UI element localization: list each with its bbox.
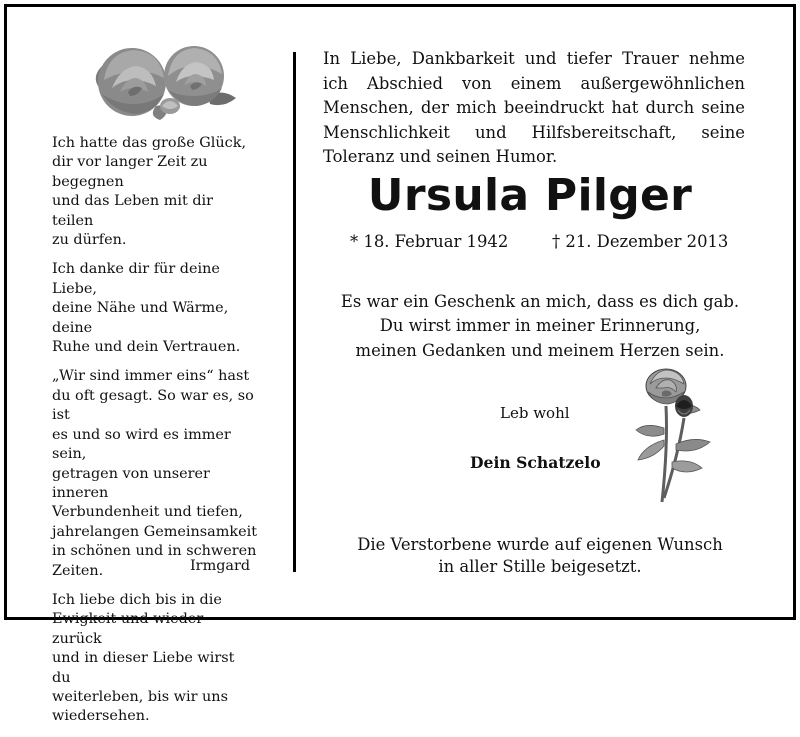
- left-poem: [52, 134, 257, 737]
- memorial-verse: Es war ein Geschenk an mich, dass es dich gab. Du wirst immer in meiner Erinnerung, meinen Gedanken und meinem Herzen sein.: [340, 292, 740, 360]
- poem-signature: Irmgard: [190, 558, 251, 574]
- farewell-text: Leb wohl: [500, 404, 570, 422]
- sender-name: Dein Schatzelo: [470, 453, 601, 472]
- death-date: † 21. Dezember 2013: [552, 232, 729, 251]
- poem-paragraph: „Wir sind immer eins“ hast du oft gesagt. So war es, so ist es und so wird es immer sein, getragen von unserer inneren Verbundenheit und tiefen, jahrelangen Gemeinsamkeit in schönen und in schweren Zeiten.: [52, 368, 258, 579]
- column-divider: [293, 52, 296, 572]
- closing-note: Die Verstorbene wurde auf eigenen Wunsch in aller Stille beigesetzt.: [357, 535, 723, 577]
- poem-paragraph: Ich hatte das große Glück, dir vor langer Zeit zu begegnen und das Leben mit dir teilen zu dürfen.: [52, 135, 247, 249]
- roses-icon: [90, 36, 240, 120]
- intro-text: In Liebe, Dankbarkeit und tiefer Trauer nehme ich Abschied von einem außergewöhnlichen Menschen, der mich beeindruckt hat durch seine Menschlichkeit und Hilfsbereitschaft, seine Toleranz und seinen Humor.: [323, 49, 745, 167]
- poem-paragraph: Ich liebe dich bis in die Ewigkeit und wieder zurück und in dieser Liebe wirst du weiterleben, bis wir uns wiedersehen.: [52, 591, 235, 725]
- rose-icon: [628, 366, 720, 522]
- birth-date: * 18. Februar 1942: [350, 232, 509, 251]
- deceased-name: Ursula Pilger: [367, 170, 693, 221]
- poem-paragraph: Ich danke dir für deine Liebe, deine Nähe und Wärme, deine Ruhe und dein Vertrauen.: [52, 261, 241, 356]
